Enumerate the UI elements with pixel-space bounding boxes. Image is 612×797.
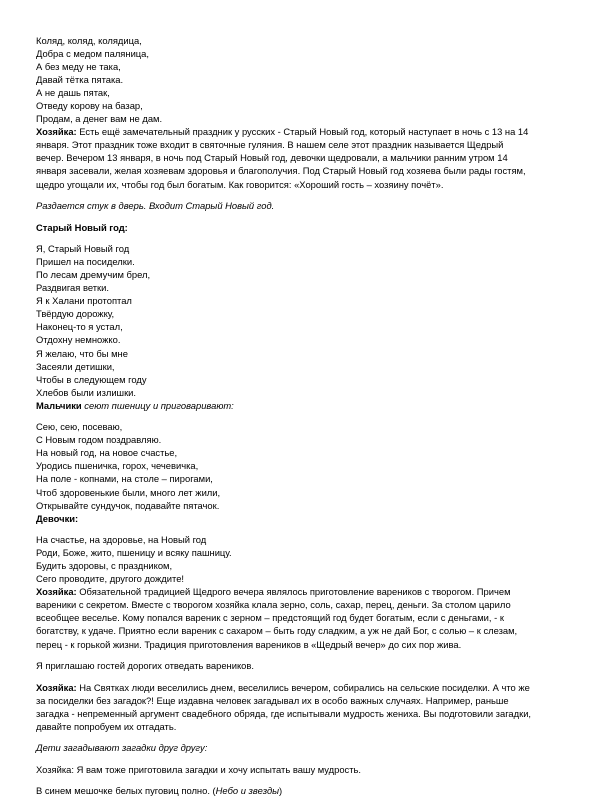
- hostess-riddle-intro: Хозяйка: Я вам тоже приготовила загадки и хочу испытать вашу мудрость.: [36, 763, 362, 775]
- girls-verse: [36, 533, 576, 585]
- verse-line: Будить здоровы, с праздником,: [36, 560, 173, 572]
- riddle-answer: Небо и звезды: [215, 785, 280, 797]
- paragraph-text: На Святках люди веселились днем, веселились вечером, собирались на сельские посиделки. А что же: [76, 681, 530, 693]
- action-text: сеют пшеницу и приговаривают:: [81, 399, 234, 411]
- verse-line: На счастье, на здоровье, на Новый год: [36, 534, 207, 546]
- hostess-paragraph-riddles: [36, 681, 576, 733]
- verse-line: Я к Халани протоптал: [36, 295, 132, 307]
- verse-line: Открывайте сундучок, подавайте пятачок.: [36, 499, 220, 511]
- paragraph-line: января засевали, желая хозяевам здоровья и благополучия. Под Старый Новый год хозяева были рады гостям,: [36, 165, 526, 177]
- verse-line: На поле - копнами, на столе – пирогами,: [36, 473, 213, 485]
- verse-line: Сею, сею, посеваю,: [36, 421, 123, 433]
- verse-line: По лесам дремучим брел,: [36, 269, 151, 281]
- riddle-text: В синем мешочке белых пуговиц полно. (: [36, 785, 216, 797]
- verse-line: Я, Старый Новый год: [36, 243, 130, 255]
- paragraph-text: Есть ещё замечательный праздник у русских - Старый Новый год, который наступает в ночь с 13 на 14: [76, 126, 529, 138]
- paragraph-line: загадка - непременный аргумент свадебного обряда, где испытывали мудрость жениха. Вы подготовили загадки,: [36, 707, 532, 719]
- verse-line: А без меду не така,: [36, 61, 121, 73]
- verse-line: Чтобы в следующем году: [36, 373, 147, 385]
- paragraph-line: всеобщее веселье. Кому попался вареник с зерном – предстоящий год будет богатым, если с деньгами, - к: [36, 612, 504, 624]
- verse-line: Отдохну немножко.: [36, 334, 121, 346]
- verse-line: Продам, а денег вам не дам.: [36, 113, 163, 125]
- riddle-line: [36, 784, 576, 797]
- girls-heading: Девочки:: [36, 512, 79, 524]
- paragraph-line: вечер. Вечером 13 января, в ночь под Старый Новый год, девочки щедровали, а мальчики ранним утром 14: [36, 152, 508, 164]
- verse-line: Отведу корову на базар,: [36, 100, 143, 112]
- paragraph-line: богатству, к удаче. Приятно если вареник с сахаром – быть году сладким, а уж не дай Бог, с солью – к слезам,: [36, 625, 518, 637]
- hostess-paragraph-old-new-year: [36, 125, 576, 190]
- paragraph-line: давайте попробуем их отгадать.: [36, 720, 177, 732]
- verse-line: Уродись пшеничка, горох, чечевичка,: [36, 460, 199, 472]
- old-new-year-heading: Старый Новый год:: [36, 221, 128, 233]
- speaker-label: Хозяйка:: [36, 681, 77, 693]
- verse-line: Сего проводите, другого дождите!: [36, 573, 185, 585]
- verse-line: Засеяли детишки,: [36, 360, 115, 372]
- verse-line: Добра с медом паляница,: [36, 48, 149, 60]
- stage-direction-riddles: Дети загадывают загадки друг другу:: [36, 742, 208, 754]
- verse-line: Раздвигая ветки.: [36, 282, 109, 294]
- invitation-line: Я приглашаю гостей дорогих отведать вареников.: [36, 660, 254, 672]
- paragraph-line: щедро угощали их, чтобы год был богатым. Как говорится: «Хороший гость – хозяину почёт».: [36, 178, 444, 190]
- verse-line: Я желаю, что бы мне: [36, 347, 128, 359]
- speaker-label: Хозяйка:: [36, 586, 77, 598]
- paragraph-line: января. Этот праздник тоже входит в святочные гуляния. В нашем селе этот праздник называется Щедрый: [36, 139, 504, 151]
- boys-stage-direction: [36, 399, 576, 412]
- verse-line: Хлебов были излишки.: [36, 386, 137, 398]
- verse-line: Твёрдую дорожку,: [36, 308, 115, 320]
- verse-line: С Новым годом поздравляю.: [36, 434, 162, 446]
- verse-line: Наконец-то я устал,: [36, 321, 123, 333]
- paragraph-line: за посиделки без загадок?! Еще издавна человек загадывал их в особо важных случаях. Например, раньше: [36, 694, 509, 706]
- paragraph-line: вареники с секретом. Вместе с творогом хозяйка клала зерно, соль, сахар, перец, деньги. За столом царило: [36, 599, 511, 611]
- verse-line: А не дашь пятак,: [36, 87, 110, 99]
- speaker-label: Хозяйка:: [36, 126, 77, 138]
- stage-direction-knock: Раздается стук в дверь. Входит Старый Новый год.: [36, 200, 275, 212]
- verse-line: На новый год, на новое счастье,: [36, 447, 178, 459]
- paragraph-line: перец - к горькой жизни. Традиция приготовления вареников в «Щедрый вечер» до сих пор жива.: [36, 638, 462, 650]
- sowing-verse: [36, 420, 576, 511]
- verse-line: Давай тётка пятака.: [36, 74, 124, 86]
- koliada-verse: [36, 34, 576, 125]
- old-new-year-verse: [36, 242, 576, 399]
- verse-line: Пришел на посиделки.: [36, 256, 135, 268]
- paragraph-text: Обязательной традицией Щедрого вечера являлось приготовление вареников с творогом. Причем: [76, 586, 511, 598]
- riddle-close: ): [279, 785, 283, 797]
- hostess-paragraph-vareniki: [36, 585, 576, 650]
- speaker-label: Мальчики: [36, 399, 82, 411]
- verse-line: Роди, Боже, жито, пшеницу и всяку пашницу.: [36, 547, 232, 559]
- verse-line: Чтоб здоровенькие были, много лет жили,: [36, 486, 221, 498]
- verse-line: Коляд, коляд, колядица,: [36, 35, 142, 46]
